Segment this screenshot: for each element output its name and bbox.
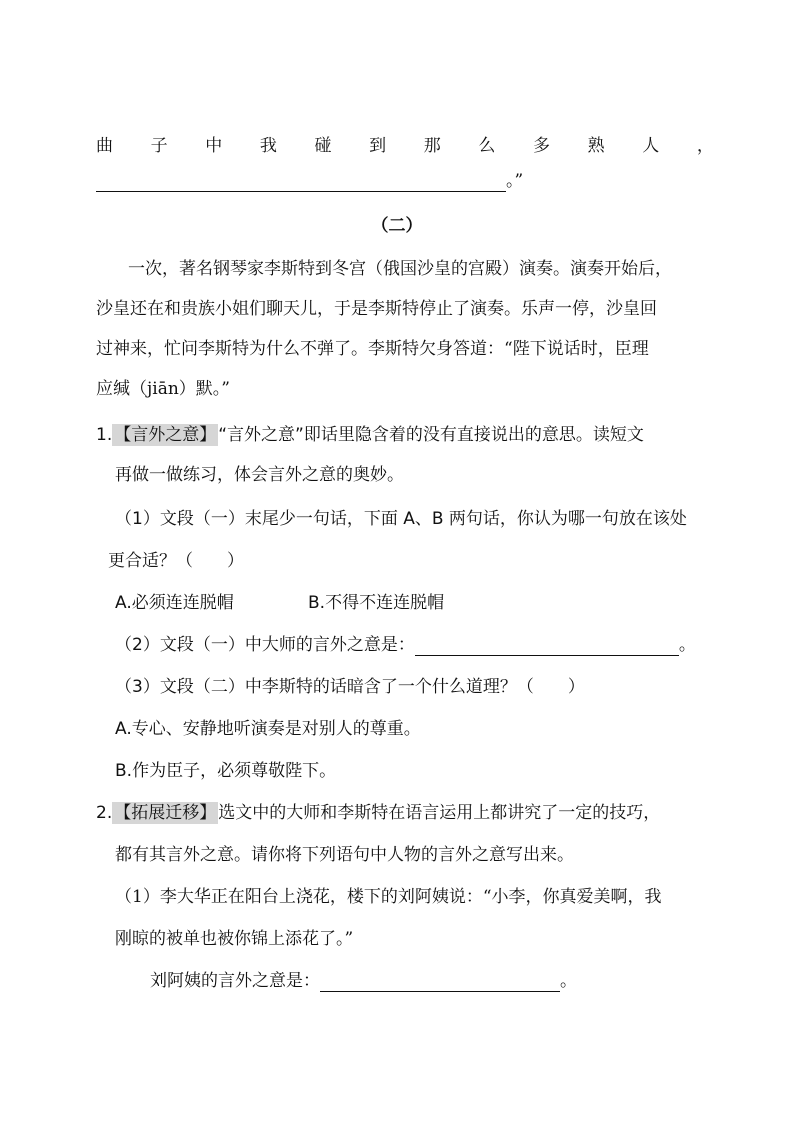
q1-sub1-option-b[interactable]: B.不得不连连脱帽 [308, 593, 445, 613]
passage1-line1 [96, 135, 714, 157]
char: 中 [205, 136, 223, 156]
char: 到 [369, 136, 387, 156]
q1-tag: 【言外之意】 [114, 425, 217, 445]
fill-blank[interactable] [415, 638, 679, 656]
line-end: 。” [506, 171, 524, 191]
q2-sub1-line1: （1）李大华正在阳台上浇花，楼下的刘阿姨说：“小李，你真爱美啊，我 [115, 887, 662, 907]
section2-para-line: 沙皇还在和贵族小姐们聊天儿，于是李斯特停止了演奏。乐声一停，沙皇回 [96, 299, 657, 319]
char: 多 [533, 136, 550, 156]
q1-sub2 [115, 634, 696, 656]
q1-stem-line2: 再做一做练习，体会言外之意的奥妙。 [115, 465, 404, 485]
char: 人 [642, 136, 660, 156]
char: ， [696, 136, 714, 156]
char: 么 [478, 136, 496, 156]
q2-answer-label: 刘阿姨的言外之意是： [150, 971, 320, 991]
q1-sub1-line1: （1）文段（一）末尾少一句话，下面 A、B 两句话，你认为哪一句放在该处 [115, 509, 687, 529]
fill-blank[interactable] [320, 974, 560, 992]
char: 那 [423, 136, 441, 156]
section2-para-line: 应缄（jiān）默。” [96, 379, 230, 399]
q2-answer-end: 。 [560, 971, 577, 991]
char: 子 [150, 136, 168, 156]
char: 熟 [587, 136, 605, 156]
q1-number: 1. [96, 425, 113, 445]
q1-sub3-option-a[interactable]: A.专心、安静地听演奏是对别人的尊重。 [115, 719, 421, 739]
q1-stem-line1 [96, 424, 644, 446]
fill-blank[interactable] [96, 174, 506, 192]
q1-sub2-end: 。 [678, 635, 696, 655]
q2-stem-line2: 都有其言外之意。请你将下列语句中人物的言外之意写出来。 [115, 845, 574, 865]
section2-para-line: 一次，著名钢琴家李斯特到冬宫（俄国沙皇的宫殿）演奏。演奏开始后， [128, 259, 672, 279]
q2-answer [150, 970, 577, 992]
section2-para-line: 过神来，忙问李斯特为什么不弹了。李斯特欠身答道：“陛下说话时，臣理 [96, 339, 649, 359]
q1-sub1-line2: 更合适？（ ） [108, 551, 244, 571]
q1-stem-text: “言外之意”即话里隐含着的没有直接说出的意思。读短文 [218, 425, 644, 445]
q1-sub3: （3）文段（二）中李斯特的话暗含了一个什么道理？（ ） [115, 677, 585, 697]
char: 曲 [96, 136, 113, 156]
q2-tag: 【拓展迁移】 [114, 803, 217, 823]
section2-heading: （二） [371, 216, 423, 236]
char: 碰 [314, 136, 332, 156]
q1-sub2-text: （2）文段（一）中大师的言外之意是： [115, 635, 415, 655]
q2-stem-text: 选文中的大师和李斯特在语言运用上都讲究了一定的技巧， [218, 803, 661, 823]
q2-stem-line1 [96, 802, 660, 824]
q2-sub1-line2: 刚晾的被单也被你锦上添花了。” [115, 929, 354, 949]
q1-sub3-option-b[interactable]: B.作为臣子，必须尊敬陛下。 [115, 761, 337, 781]
passage1-line2 [96, 170, 523, 192]
char: 我 [259, 136, 277, 156]
q2-number: 2. [96, 803, 113, 823]
q1-sub1-option-a[interactable]: A.必须连连脱帽 [115, 593, 234, 613]
